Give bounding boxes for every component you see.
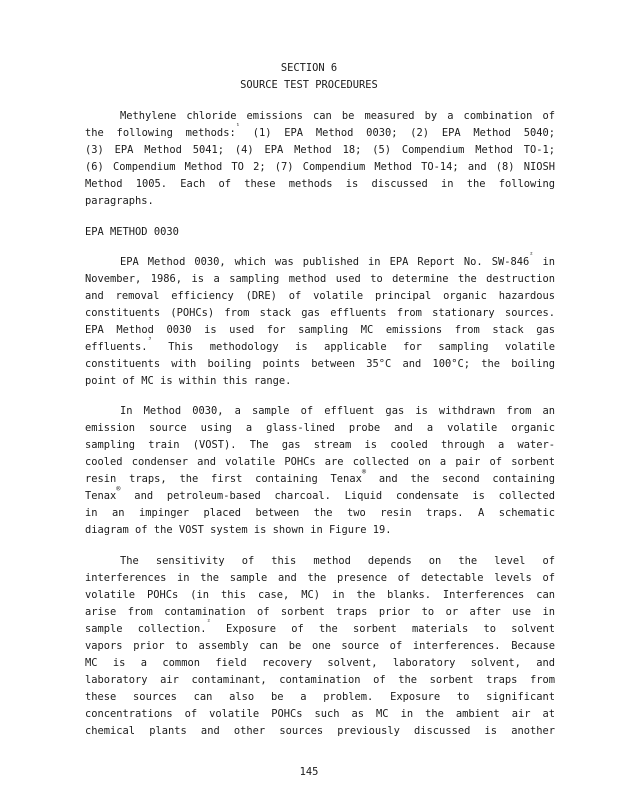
paragraph-line: EPA Method 0030, which was published in EPA Report No. $SW-846^{^2}$ in bbox=[120, 251, 555, 268]
paragraph-line: MC is a common field recovery solvent, laboratory solvent, and bbox=[85, 657, 555, 669]
paragraph-line: sampling train (VOST). The gas stream is cooled through a water- bbox=[85, 439, 555, 451]
section-heading: EPA METHOD 0030 bbox=[85, 226, 179, 238]
paragraph-line: in an impinger placed between the two resin traps. A schematic bbox=[85, 507, 555, 519]
paragraph-line: emission source using a glass-lined probe and a volatile organic bbox=[85, 422, 555, 434]
intro-line: the following methods:$^{^1}$ (1) EPA Method 0030; (2) EPA Method 5040; bbox=[85, 122, 555, 139]
page-number: 145 bbox=[299, 766, 319, 778]
paragraph-line: EPA Method 0030 is used for sampling MC emissions from stack gas bbox=[85, 324, 555, 336]
paragraph-line: arise from contamination of sorbent traps prior to or after use in bbox=[85, 606, 555, 618]
paragraph-line: sample collection.$^{^2}$ Exposure of the sorbent materials to solvent bbox=[85, 618, 555, 635]
paragraph-line: concentrations of volatile POHCs such as MC in the ambient air at bbox=[85, 708, 555, 720]
paragraph-line: resin traps, the first containing Tenax® and the second containing bbox=[85, 468, 555, 485]
paragraph-line: cooled condenser and volatile POHCs are collected on a pair of sorbent bbox=[85, 456, 555, 468]
intro-line: (6) Compendium Method TO 2; (7) Compendium Method TO-14; and (8) NIOSH bbox=[85, 161, 555, 173]
paragraph-line: November, 1986, is a sampling method used to determine the destruction bbox=[85, 273, 555, 285]
section-number: SECTION 6 bbox=[280, 62, 338, 74]
paragraph-line: laboratory air contaminant, contamination of the sorbent traps from bbox=[85, 674, 555, 686]
paragraph-line: diagram of the VOST system is shown in Figure 19. bbox=[85, 524, 392, 536]
intro-line: Methylene chloride emissions can be measured by a combination of bbox=[120, 110, 555, 122]
paragraph-line: vapors prior to assembly can be one source of interferences. Because bbox=[85, 640, 555, 652]
intro-line: paragraphs. bbox=[85, 195, 154, 207]
intro-line: (3) EPA Method 5041; (4) EPA Method 18; (5) Compendium Method TO-1; bbox=[85, 144, 555, 156]
intro-line: Method 1005. Each of these methods is discussed in the following bbox=[85, 178, 555, 190]
paragraph-line: volatile POHCs (in this case, MC) in the blanks. Interferences can bbox=[85, 589, 555, 601]
paragraph-line: Tenax® and petroleum-based charcoal. Liquid condensate is collected bbox=[85, 485, 555, 502]
section-title: SOURCE TEST PROCEDURES bbox=[240, 79, 378, 91]
paragraph-line: these sources can also be a problem. Exposure to significant bbox=[85, 691, 555, 703]
paragraph-line: interferences in the sample and the presence of detectable levels of bbox=[85, 572, 555, 584]
paragraph-line: In Method 0030, a sample of effluent gas is withdrawn from an bbox=[120, 405, 555, 417]
paragraph-line: point of MC is within this range. bbox=[85, 375, 292, 387]
paragraph-line: constituents (POHCs) from stack gas effluents from stationary sources. bbox=[85, 307, 555, 319]
paragraph-line: and removal efficiency (DRE) of volatile principal organic hazardous bbox=[85, 290, 555, 302]
paragraph-line: The sensitivity of this method depends on the level of bbox=[120, 555, 555, 567]
paragraph-line: chemical plants and other sources previously discussed is another bbox=[85, 725, 555, 737]
paragraph-line: constituents with boiling points between 35°C and 100°C; the boiling bbox=[85, 358, 555, 370]
paragraph-line: effluents.$^{^3}$ This methodology is applicable for sampling volatile bbox=[85, 336, 555, 353]
